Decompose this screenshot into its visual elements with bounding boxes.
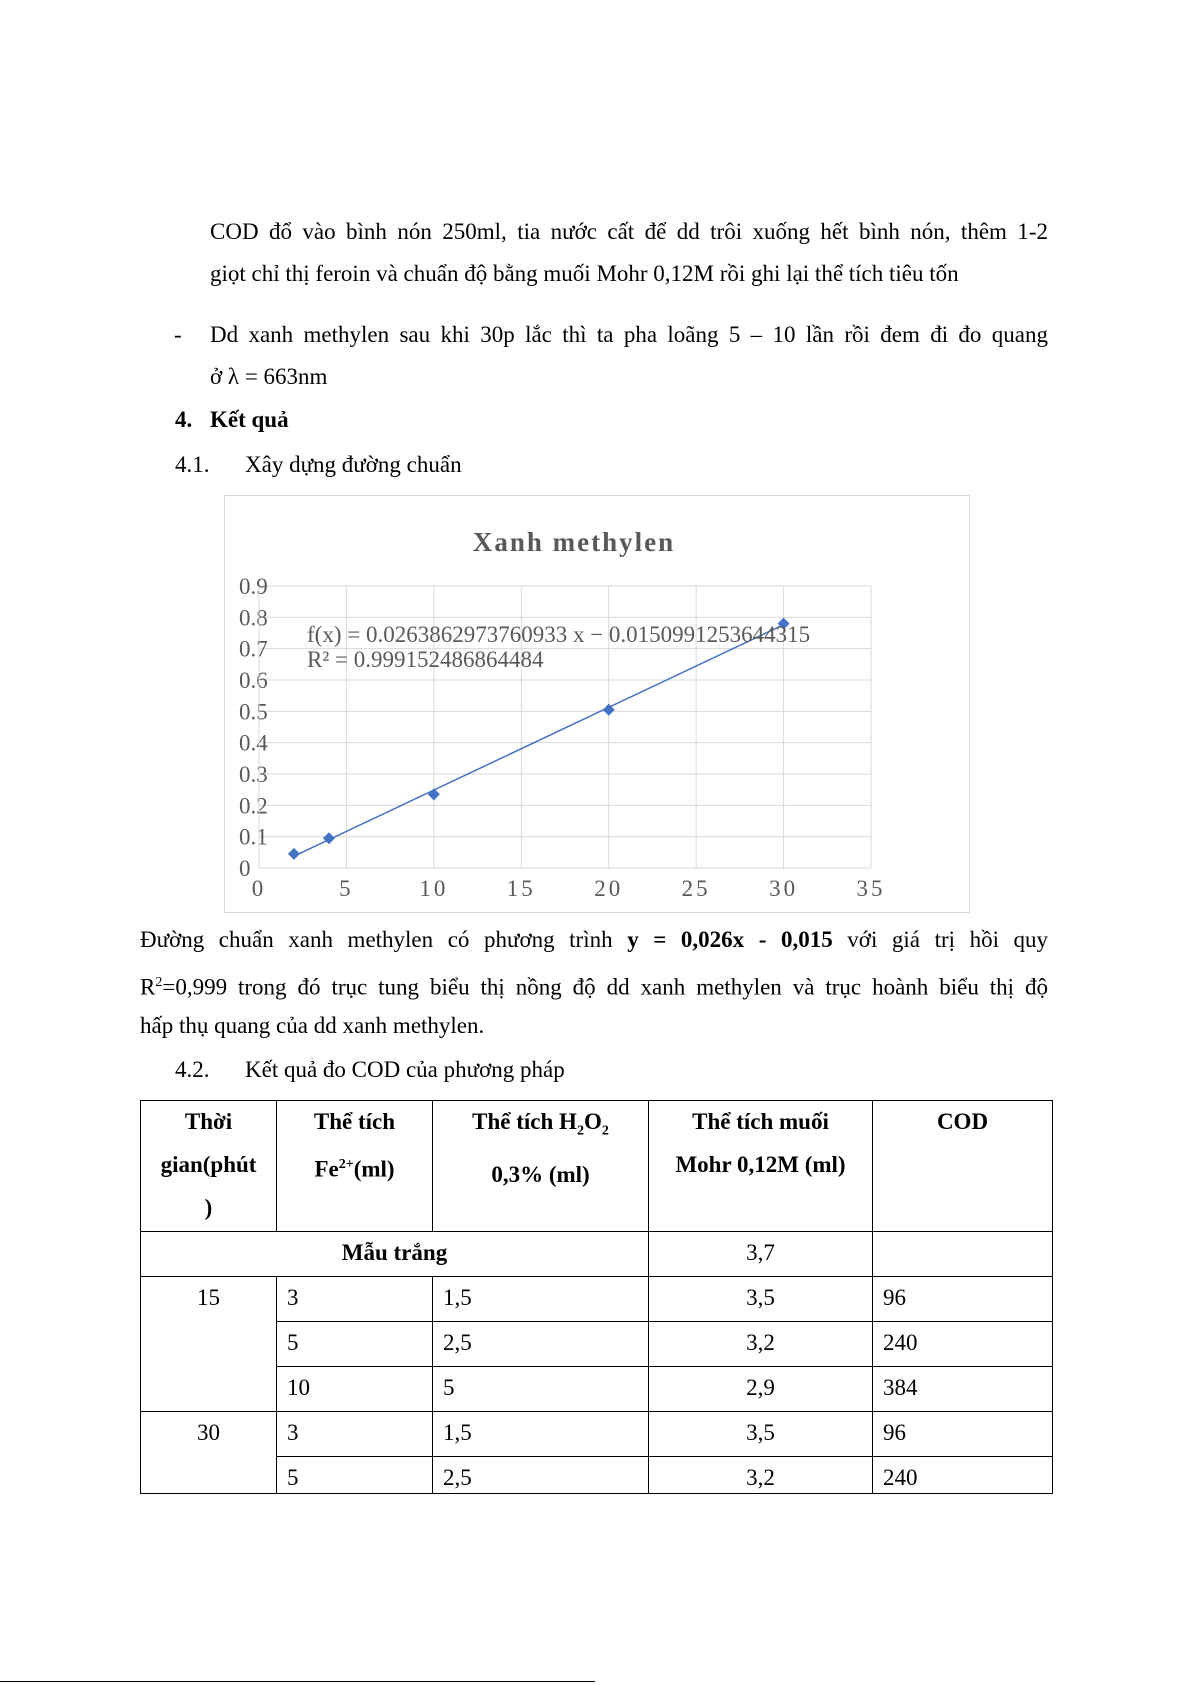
mohr-cell: 2,9	[649, 1367, 873, 1412]
cod-cell: 240	[873, 1322, 1053, 1367]
header-time: Thời gian(phút )	[141, 1101, 277, 1232]
blank-mohr: 3,7	[649, 1232, 873, 1277]
data-point	[428, 788, 440, 800]
table-header-row	[141, 1101, 1053, 1232]
fe-cell: 3	[277, 1412, 433, 1457]
header-mohr-volume: Thể tích muối Mohr 0,12M (ml)	[649, 1101, 873, 1232]
time-cell: 15	[141, 1277, 277, 1412]
fe-cell: 3	[277, 1277, 433, 1322]
table-row	[141, 1412, 1053, 1457]
chart-canvas	[225, 496, 969, 912]
explanation-line: $R^2=0,999$ trong đó trục tung biểu thị nồng độ dd xanh methylen và trục hoành biểu thị độ	[140, 974, 1048, 1000]
blank-label: Mẫu trắng	[141, 1232, 649, 1277]
section-number: 4.	[175, 407, 193, 432]
y-tick-label: 0.9	[239, 574, 268, 599]
h2o2-cell: 1,5	[433, 1277, 649, 1322]
y-tick-label: 0.4	[239, 730, 268, 756]
paragraph-line: ở λ = 663nm	[210, 364, 328, 389]
paragraph-line: Dd xanh methylen sau khi 30p lắc thì ta pha loãng 5 – 10 lần rồi đem đi đo quang	[210, 322, 1048, 347]
cod-cell: 96	[873, 1412, 1053, 1457]
h2o2-cell: 5	[433, 1367, 649, 1412]
footer-rule	[0, 1681, 595, 1682]
header-h2o2-volume: Thể tích $H_2O_2$ 0,3% (ml)	[433, 1101, 649, 1232]
mohr-cell: 3,5	[649, 1412, 873, 1457]
x-tick-label: 20	[594, 876, 624, 901]
y-tick-label: 0	[239, 856, 251, 881]
table-row	[141, 1457, 1053, 1494]
y-tick-label: 0.7	[239, 636, 268, 662]
x-tick-label: 15	[506, 876, 536, 901]
cod-cell: 96	[873, 1277, 1053, 1322]
bullet-dash: -	[174, 322, 182, 347]
y-tick-label: 0.3	[239, 762, 268, 787]
chart-title: Xanh methylen	[472, 527, 676, 557]
calibration-chart	[224, 495, 970, 913]
x-tick-label: 30	[769, 876, 799, 901]
paragraph-line: giọt chỉ thị feroin và chuẩn độ bằng muối Mohr 0,12M rồi ghi lại thể tích tiêu tốn	[210, 261, 959, 286]
h2o2-cell: 1,5	[433, 1412, 649, 1457]
data-point	[288, 848, 300, 860]
r-squared-label: R² = 0.999152486864484	[307, 647, 544, 672]
h2o2-cell: 2,5	[433, 1457, 649, 1494]
paragraph-line: COD đổ vào bình nón 250ml, tia nước cất để dd trôi xuống hết bình nón, thêm 1-2	[210, 219, 1048, 244]
blank-cod	[873, 1232, 1053, 1277]
subsection-heading: Xây dựng đường chuẩn	[245, 452, 462, 477]
subsection-number: 4.2.	[175, 1057, 210, 1082]
equation: y = 0,026x - 0,015	[627, 927, 833, 952]
header-fe-volume: Thể tích $Fe^{2+}(ml)$	[277, 1101, 433, 1232]
explanation-line: Đường chuẩn xanh methylen có phương trình y = 0,026x - 0,015 với giá trị hồi quy	[140, 927, 1049, 952]
x-tick-label: 0	[251, 876, 267, 901]
time-cell: 30	[141, 1412, 277, 1494]
table-row	[141, 1367, 1053, 1412]
subsection-number: 4.1.	[175, 452, 210, 477]
fe-cell: 5	[277, 1457, 433, 1494]
section-heading: Kết quả	[210, 407, 289, 432]
x-tick-label: 10	[419, 876, 449, 901]
explanation-line: hấp thụ quang của dd xanh methylen.	[140, 1013, 485, 1038]
fe-cell: 10	[277, 1367, 433, 1412]
cod-cell: 240	[873, 1457, 1053, 1494]
subsection-heading: Kết quả đo COD của phương pháp	[245, 1057, 565, 1082]
y-tick-label: 0.2	[239, 793, 268, 819]
y-tick-label: 0.6	[239, 668, 268, 693]
trendline-equation: f(x) = 0.0263862973760933 x − 0.0150991253644315	[307, 622, 811, 647]
x-tick-label: 5	[339, 876, 354, 901]
table-row	[141, 1277, 1053, 1322]
y-tick-label: 0.5	[239, 699, 268, 725]
y-tick-label: 0.1	[239, 824, 268, 850]
y-tick-label: 0.8	[239, 605, 268, 631]
table-row-blank	[141, 1232, 1053, 1277]
header-cod: COD	[873, 1101, 1053, 1232]
x-tick-label: 35	[856, 876, 886, 901]
mohr-cell: 3,5	[649, 1277, 873, 1322]
mohr-cell: 3,2	[649, 1457, 873, 1494]
mohr-cell: 3,2	[649, 1322, 873, 1367]
table-row	[141, 1322, 1053, 1367]
cod-cell: 384	[873, 1367, 1053, 1412]
x-tick-label: 25	[681, 876, 711, 901]
cod-results-table	[140, 1100, 1053, 1494]
h2o2-cell: 2,5	[433, 1322, 649, 1367]
fe-cell: 5	[277, 1322, 433, 1367]
